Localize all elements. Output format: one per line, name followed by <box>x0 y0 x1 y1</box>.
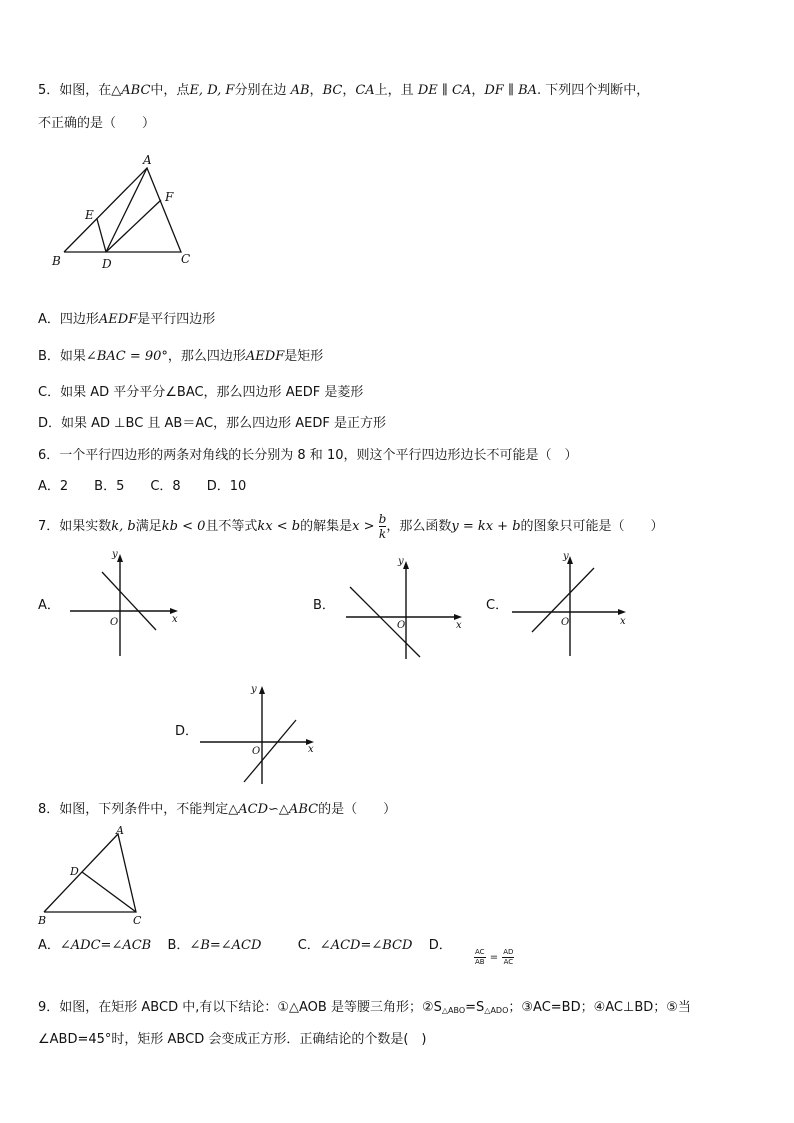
q5-line-df <box>106 200 161 252</box>
q5-side-ab: AB <box>290 83 310 98</box>
q8-frac-2 <box>502 948 514 967</box>
q7-option-a-label: A． <box>38 598 60 613</box>
q8-frac-1-den: AB <box>475 958 485 966</box>
q7-stem <box>38 512 664 541</box>
q5-label-c: C <box>181 252 191 266</box>
q8-similarity: △ACD∽△ABC <box>228 802 319 817</box>
q8-option-d-label: D． <box>428 938 452 953</box>
q5-side-bc: BC <box>322 83 343 98</box>
q6-options: A．2 B．5 C．8 D．10 <box>38 479 247 494</box>
q7-solution-x: x > <box>352 519 375 534</box>
q7-solution-num: b <box>378 512 387 526</box>
q7d-y-arrow <box>259 686 265 694</box>
q5-text-5: . 下列四个判断中， <box>537 83 650 98</box>
q5-text-2: 中，点 <box>150 83 190 98</box>
q8-figure <box>36 824 156 926</box>
q9-text-2: ；③AC=BD；④AC⊥BD；⑤当 <box>508 1000 691 1015</box>
q5-option-a <box>38 310 215 330</box>
q7d-origin: O <box>252 746 261 757</box>
q7-option-b-label: B． <box>313 598 335 613</box>
q5-stem-line2: 不正确的是（ ） <box>38 116 156 131</box>
q9-sub-2: △ADO <box>484 1006 509 1015</box>
q5-label-a: A <box>143 153 152 167</box>
q8-text-2: 的是（ ） <box>318 802 397 817</box>
q5-text: 5．如图，在 <box>38 83 112 98</box>
q7a-x-label: x <box>172 614 178 625</box>
q8-option-c-label: C． <box>297 938 320 953</box>
q5-option-d: D．如果 AD ⊥BC 且 AB＝AC，那么四边形 AEDF 是正方形 <box>38 416 386 431</box>
q8-stem <box>38 800 396 820</box>
q8-label-c: C <box>133 914 142 926</box>
q8-frac-eq: = <box>489 952 499 963</box>
q5-de-parallel: DE ∥ CA <box>417 83 472 98</box>
q5-option-a-text: 是平行四边形 <box>137 312 216 327</box>
q8-option-d-math <box>474 948 514 967</box>
q7-text-2: 满足 <box>135 519 162 534</box>
q5-line-de <box>97 219 106 252</box>
q5-text-3: 分别在边 <box>234 83 287 98</box>
q7-condition: kb < 0 <box>161 519 206 534</box>
q7d-y-label: y <box>251 684 257 695</box>
q8-frac-2-num: AD <box>503 948 514 956</box>
q7-graph-c <box>508 550 632 660</box>
q7-text: 7．如果实数 <box>38 519 112 534</box>
q5-option-a-var: AEDF <box>98 312 138 327</box>
q7-graph-b <box>342 553 470 661</box>
q7a-origin: O <box>110 617 119 628</box>
q7c-x-arrow <box>618 609 626 615</box>
q7a-y-label: y <box>112 549 118 560</box>
q7-graph-d <box>196 682 322 786</box>
q5-label-f: F <box>165 190 174 204</box>
q5-label-e: E <box>85 208 94 222</box>
q7-option-d-label: D． <box>175 724 199 739</box>
q5-triangle: △ABC <box>111 83 151 98</box>
q8-option-b: ∠B=∠ACD <box>189 938 262 953</box>
q7b-origin: O <box>397 620 406 631</box>
q7c-y-label: y <box>563 551 569 562</box>
q5-option-b-label: B．如果 <box>38 349 86 364</box>
q5-df-parallel: DF ∥ BA <box>484 83 538 98</box>
q7-option-c-label: C． <box>486 598 509 613</box>
q5-line-ad <box>106 168 147 252</box>
q7b-line <box>350 587 420 657</box>
q8-text: 8．如图，下列条件中，不能判定 <box>38 802 229 817</box>
q8-frac-2-den: AC <box>503 958 514 966</box>
q9-eq: =S <box>465 1000 485 1015</box>
q8-triangle-shape <box>44 834 136 912</box>
q7b-y-arrow <box>403 561 409 569</box>
q7c-x-label: x <box>620 616 626 627</box>
q8-option-b-label: B． <box>167 938 190 953</box>
q7-kb: k, b <box>111 519 136 534</box>
q7-text-3: 且不等式 <box>205 519 258 534</box>
q8-options <box>38 936 452 956</box>
q5-option-c: C．如果 AD 平分平分∠BAC，那么四边形 AEDF 是菱形 <box>38 385 364 400</box>
q5-option-b-math: ∠BAC = 90° <box>85 349 168 364</box>
q5-option-b-text-2: 是矩形 <box>284 349 324 364</box>
q7-solution-den: k <box>378 527 387 541</box>
q8-option-a: ∠ADC=∠ACB <box>59 938 152 953</box>
q5-option-a-label: A．四边形 <box>38 312 99 327</box>
q7-graph-a <box>66 548 186 660</box>
q8-option-c: ∠ACD=∠BCD <box>319 938 413 953</box>
q9-sub-1: △ABO <box>441 1006 466 1015</box>
q7-text-4: 的解集是 <box>300 519 353 534</box>
q9-text: 9．如图，在矩形 ABCD 中,有以下结论：①△AOB 是等腰三角形；②S <box>38 1000 442 1015</box>
q7b-x-label: x <box>456 620 462 631</box>
q5-option-b <box>38 347 323 367</box>
q6-stem: 6．一个平行四边形的两条对角线的长分别为 8 和 10，则这个平行四边形边长不可能是（ ） <box>38 448 578 463</box>
q7-inequality: kx < b <box>257 519 301 534</box>
q9-stem-line1 <box>38 998 691 1021</box>
q5-label-b: B <box>52 254 61 268</box>
q8-label-b: B <box>38 914 47 926</box>
q5-figure <box>48 150 198 270</box>
q5-side-ca: CA <box>355 83 375 98</box>
q5-option-b-var: AEDF <box>245 349 285 364</box>
q9-stem-line2: ∠ABD=45°时，矩形 ABCD 会变成正方形．正确结论的个数是( ) <box>38 1032 427 1047</box>
q8-frac-1-num: AC <box>475 948 485 956</box>
q7-text-5: ，那么函数 <box>386 519 452 534</box>
q5-points: E, D, F <box>189 83 235 98</box>
q5-text-4: 上，且 <box>374 83 414 98</box>
q8-frac-1 <box>474 948 486 967</box>
q8-label-a: A <box>116 824 124 837</box>
q8-option-a-label: A． <box>38 938 60 953</box>
q7-text-6: 的图象只可能是（ ） <box>520 519 664 534</box>
q7c-origin: O <box>561 617 570 628</box>
q7d-x-label: x <box>308 744 314 755</box>
q7a-y-arrow <box>117 554 123 562</box>
q5-label-d: D <box>102 257 112 270</box>
q8-label-d: D <box>70 865 79 878</box>
q5-stem: 5．如图，在△ABC中，点E, D, F分别在边 AB，BC，CA上，且 DE ∥ CA，DF ∥ BA. 下列四个判断中， <box>38 83 650 98</box>
q5-option-b-text: ，那么四边形 <box>167 349 246 364</box>
q7-function: y = kx + b <box>451 519 521 534</box>
q7b-y-label: y <box>398 556 404 567</box>
q5-triangle-shape <box>64 168 181 252</box>
